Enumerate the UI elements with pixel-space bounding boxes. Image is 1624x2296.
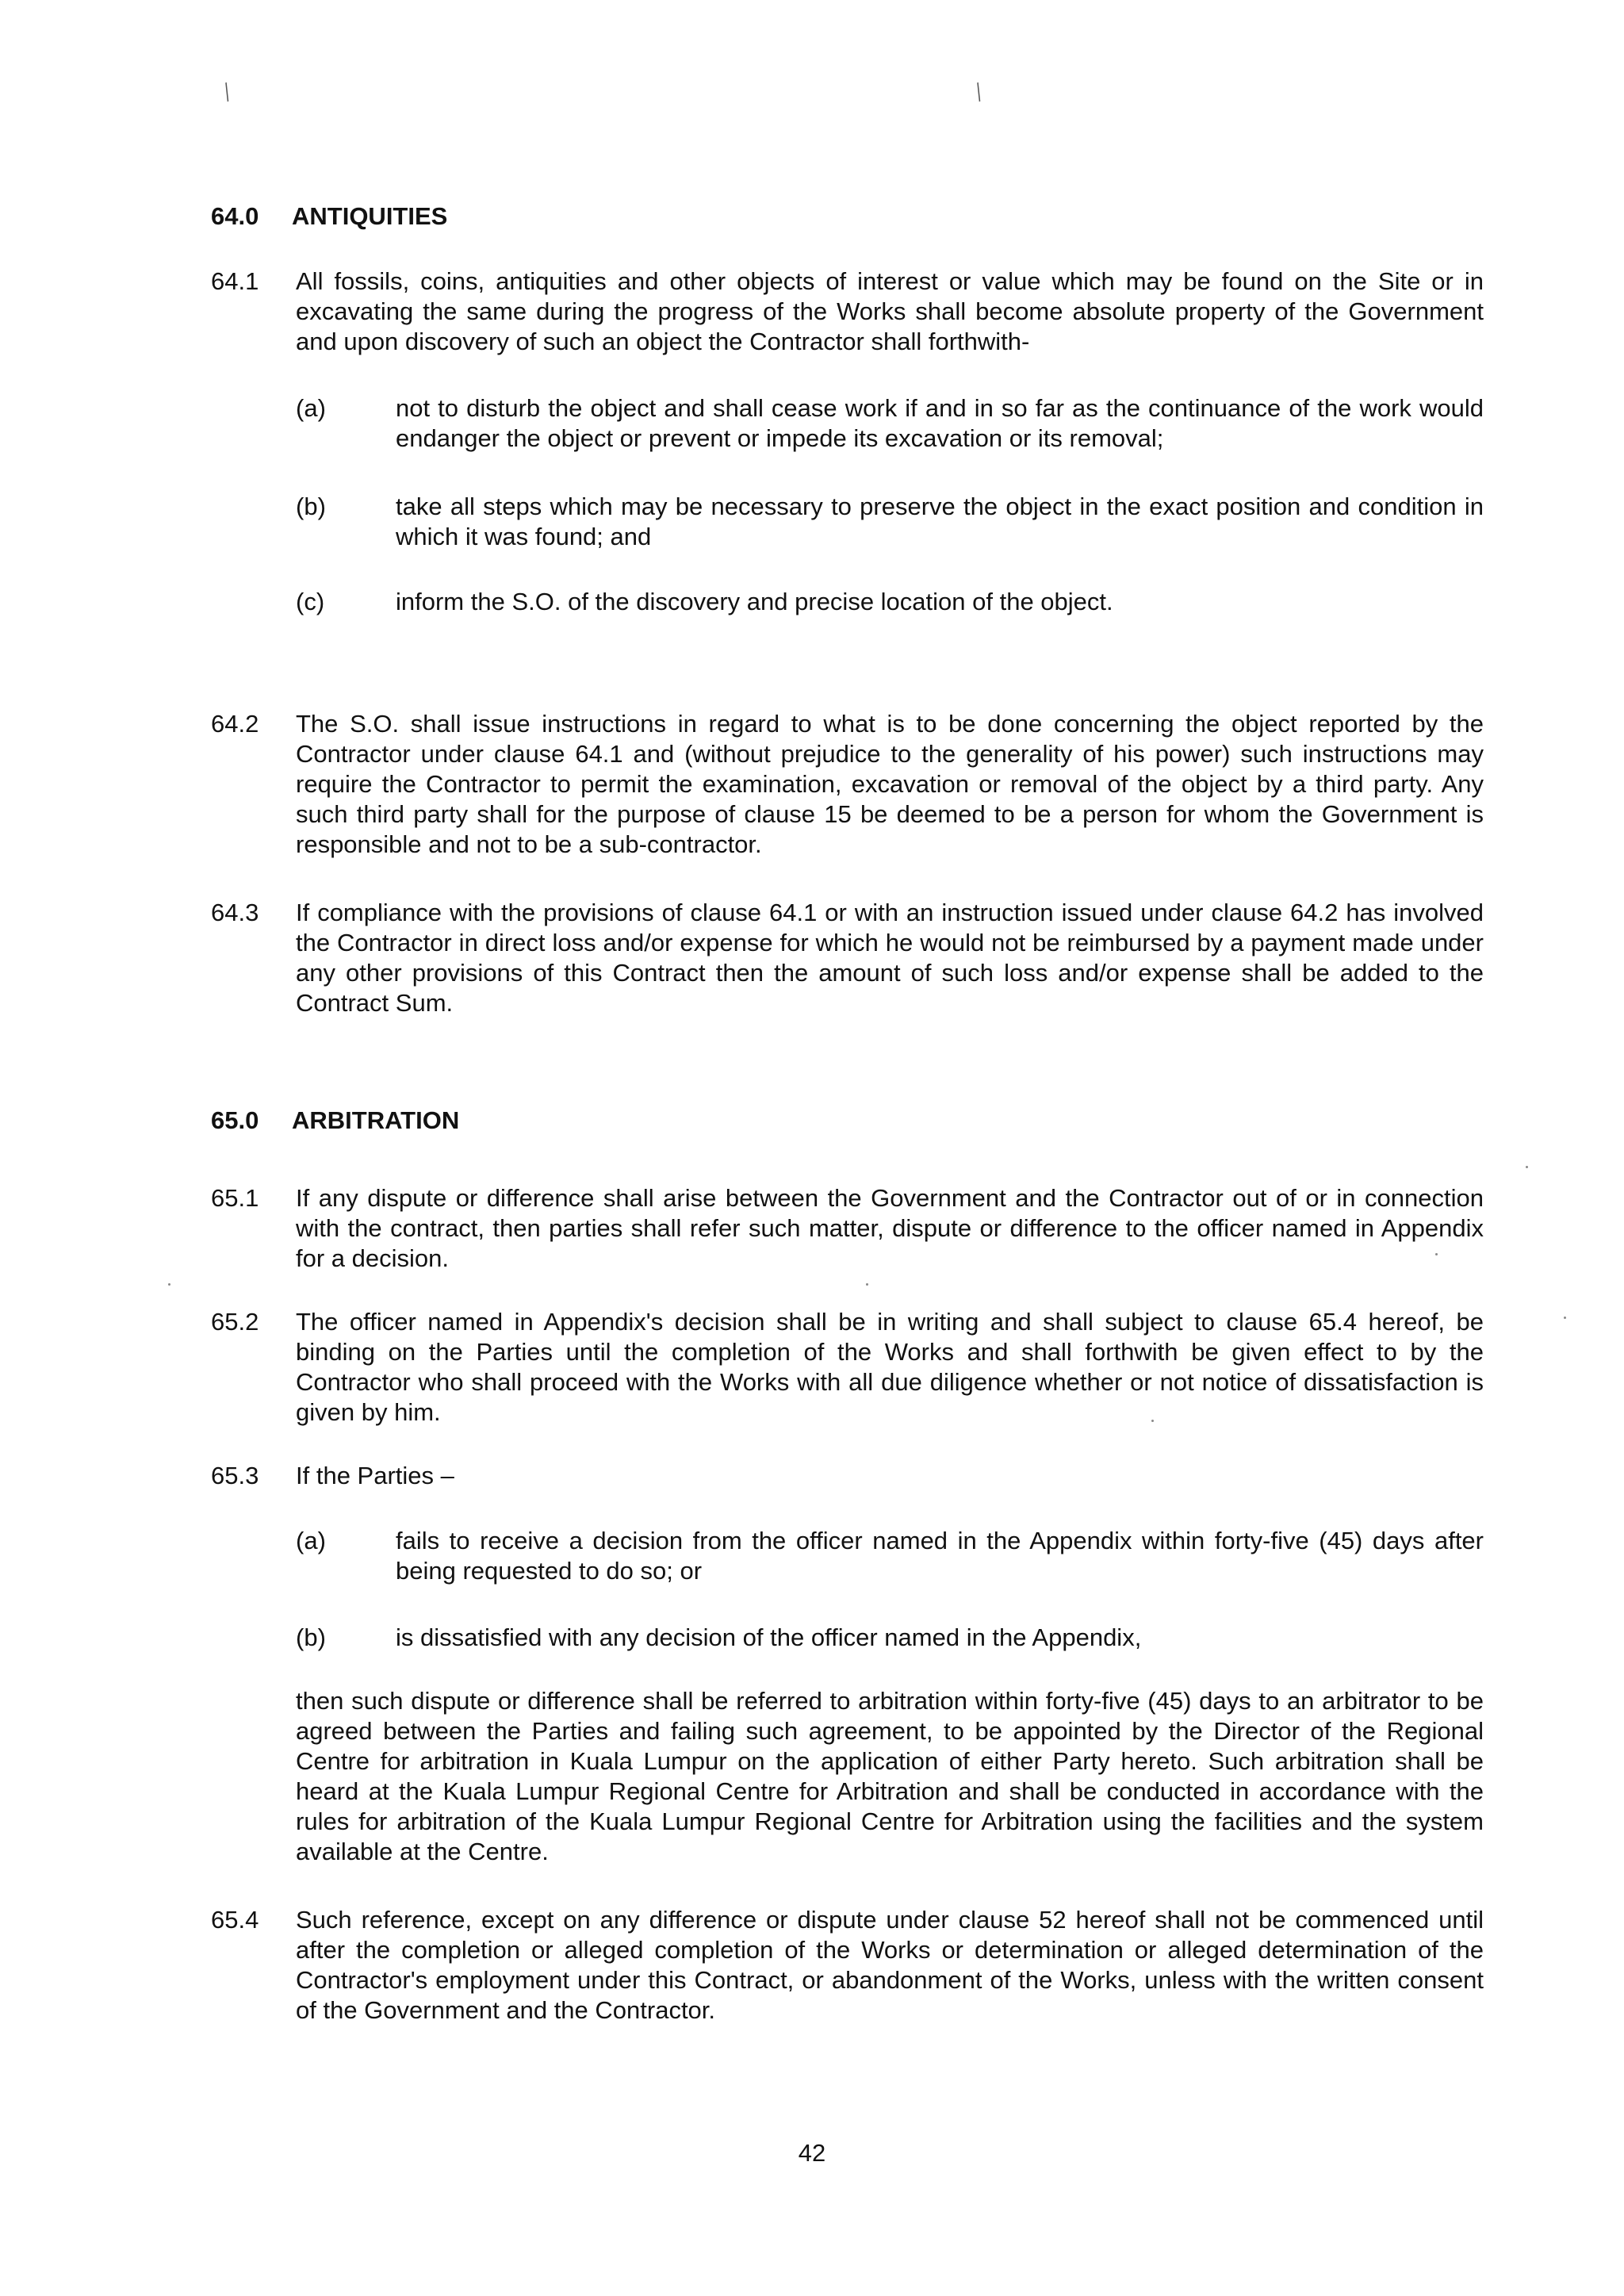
section-64-number: 64.0 (211, 202, 259, 230)
scan-speck (1526, 1166, 1528, 1168)
clause-64-1-b-text: take all steps which may be necessary to preserve the object in the exact position and condition in which it was found; and (396, 493, 1484, 550)
scan-tick-mark-left: / (217, 77, 237, 108)
scan-speck (1435, 1253, 1438, 1255)
clause-65-3-b-text: is dissatisfied with any decision of the officer named in the Appendix, (396, 1623, 1142, 1651)
clause-64-1-text: All fossils, coins, antiquities and other objects of interest or value which may be found on the Site or in excavating the same during the progress of the Works shall become absolute property of the Government and upon discovery of such an object the Contractor shall forthwith- (296, 267, 1484, 355)
clause-64-2-number: 64.2 (211, 710, 259, 738)
clause-64-3-number: 64.3 (211, 899, 259, 926)
clause-64-1-c-label: (c) (296, 588, 325, 615)
scan-speck (1564, 1317, 1566, 1319)
clause-64-3-text: If compliance with the provisions of clause 64.1 or with an instruction issued under clause 64.2 has involved the Contractor in direct loss and/or expense for which he would not be reimbursed by a payment made under any other provisions of this Contract then the amount of such loss and/or expense shall be added to the Contract Sum. (296, 899, 1484, 1017)
clause-64-1-a-text: not to disturb the object and shall cease work if and in so far as the continuance of the work would endanger the object or prevent or impede its excavation or its removal; (396, 394, 1484, 452)
clause-65-2-text: The officer named in Appendix's decision shall be in writing and shall subject to clause 65.4 hereof, be binding on the Parties until the completion of the Works and shall forthwith be given effect to by the Contractor who shall proceed with the Works with all due diligence whether or not notice of dissatisfaction is given by him. (296, 1308, 1484, 1426)
section-64-title: ANTIQUITIES (292, 202, 448, 230)
section-65-title: ARBITRATION (292, 1106, 460, 1134)
clause-65-3-number: 65.3 (211, 1462, 259, 1489)
scan-speck (168, 1283, 170, 1286)
clause-65-1-number: 65.1 (211, 1184, 259, 1212)
clause-65-3-a-text: fails to receive a decision from the officer named in the Appendix within forty-five (45) days after being requested to do so; or (396, 1527, 1484, 1585)
page-number: 42 (798, 2139, 826, 2167)
clause-64-2-text: The S.O. shall issue instructions in regard to what is to be done concerning the object reported by the Contractor under clause 64.1 and (without prejudice to the generality of his power) such instructions may require the Contractor to permit the examination, excavation or removal of the object by a third party. Any such third party shall for the purpose of clause 15 be deemed to be a person for whom the Government is responsible and not to be a sub-contractor. (296, 710, 1484, 858)
clause-64-1-b-label: (b) (296, 493, 326, 520)
clause-65-1-text: If any dispute or difference shall arise between the Government and the Contractor out of or in connection with the contract, then parties shall refer such matter, dispute or difference to the officer named in Appendix for a decision. (296, 1184, 1484, 1272)
clause-65-3-tail-text: then such dispute or difference shall be referred to arbitration within forty-five (45) days to an arbitrator to be agreed between the Parties and failing such agreement, to be appointed by the Director of the Regional Centre for arbitration in Kuala Lumpur on the application of either Party hereto. Such arbitration shall be heard at the Kuala Lumpur Regional Centre for Arbitration and shall be conducted in accordance with the rules for arbitration of the Kuala Lumpur Regional Centre for Arbitration using the facilities and the system available at the Centre. (296, 1687, 1484, 1865)
clause-65-3-a-label: (a) (296, 1527, 326, 1554)
clause-65-3-b-label: (b) (296, 1623, 326, 1651)
section-65-number: 65.0 (211, 1106, 259, 1134)
clause-64-1-a-label: (a) (296, 394, 326, 422)
clause-65-3-text: If the Parties – (296, 1462, 454, 1489)
clause-65-4-number: 65.4 (211, 1906, 259, 1934)
scan-speck (1151, 1420, 1154, 1422)
clause-65-2-number: 65.2 (211, 1308, 259, 1336)
clause-65-4-text: Such reference, except on any difference or dispute under clause 52 hereof shall not be commenced until after the completion or alleged completion of the Works or determination or alleged determination of the Contractor's employment under this Contract, or abandonment of the Works, unless with the written consent of the Government and the Contractor. (296, 1906, 1484, 2024)
clause-64-1-c-text: inform the S.O. of the discovery and precise location of the object. (396, 588, 1113, 615)
scan-speck (866, 1283, 868, 1286)
clause-64-1-number: 64.1 (211, 267, 259, 295)
scan-tick-mark-right: / (969, 77, 989, 108)
